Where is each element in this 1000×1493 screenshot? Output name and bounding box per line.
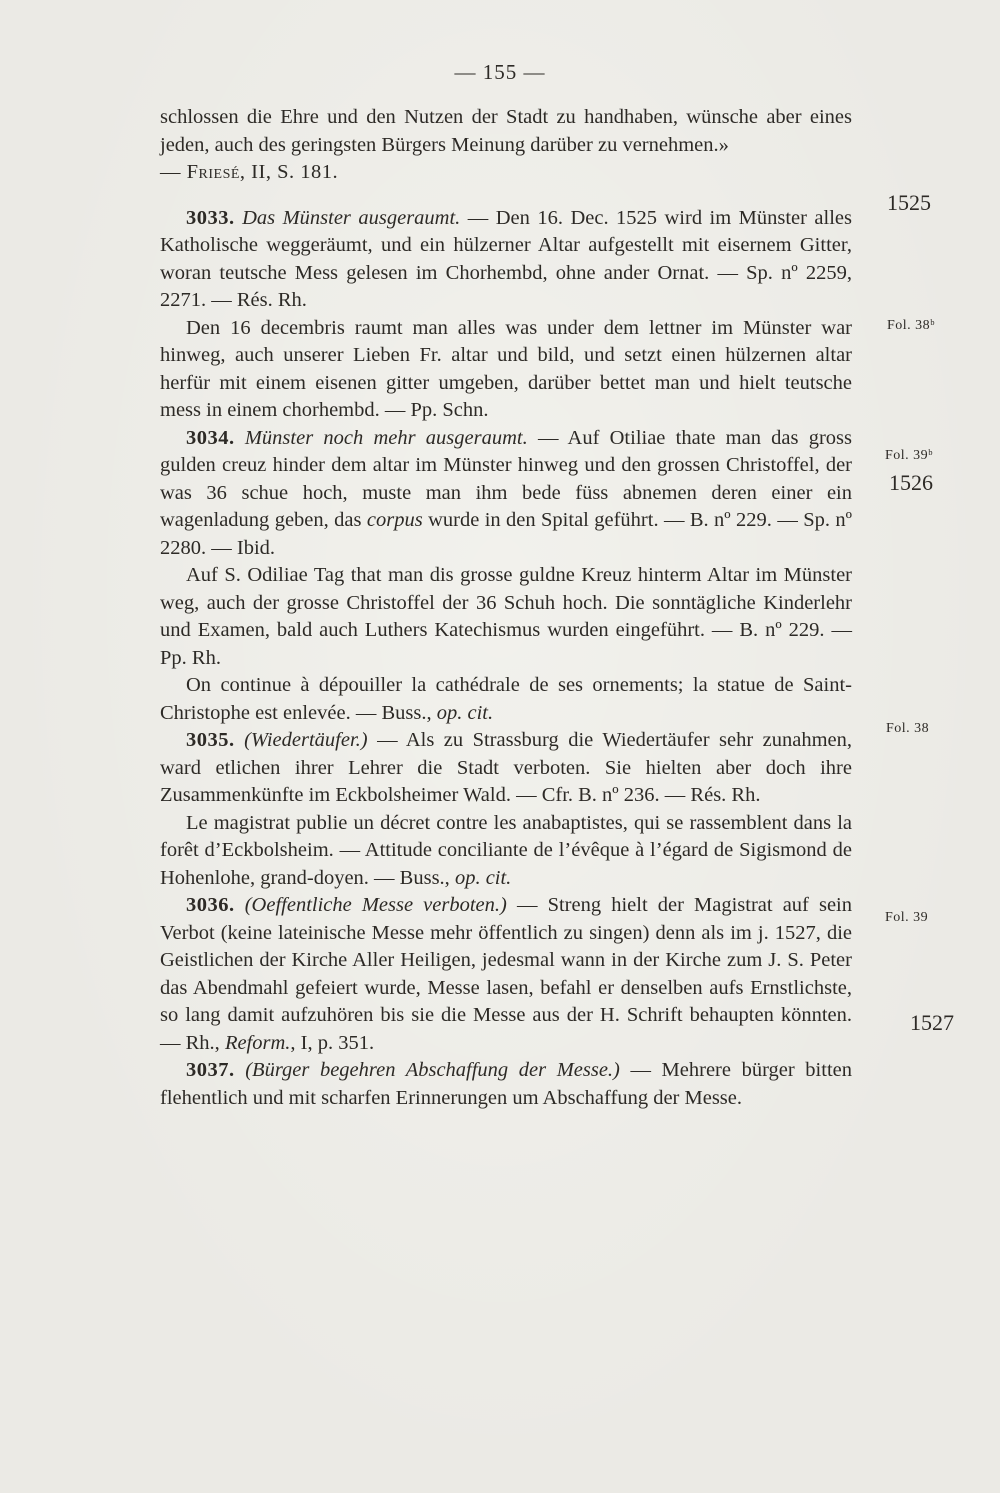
entry-text: — Den 16. Dec. 1525 wird im Münster alles Katholische weggeräumt, und ein hülzerner Altar aufgestellt mit eisernem Gitter, woran teutsche Mess gelesen im Chorhembd, ohne ander Ornat. — Sp. nº 2259, 2271. — Rés. Rh. bbox=[160, 206, 852, 311]
intro-citation: — Friesé, II, S. 181. bbox=[160, 161, 339, 183]
page-number: — 155 — bbox=[454, 60, 546, 84]
entry-3035 bbox=[160, 727, 852, 810]
entry-number: 3034. bbox=[186, 426, 235, 449]
page-body bbox=[160, 104, 852, 1112]
entry-3034-paragraph: Auf S. Odiliae Tag that man dis grosse guldne Kreuz hinterm Altar im Münster weg, auch der grosse Christoffel der 36 Schuh hoch. Die sonntägliche Kinderlehr und Examen, bald auch Luthers Katechismus wurden eingeführt. — B. nº 229. — Pp. Rh. bbox=[160, 564, 852, 669]
entry-text-after: wurde in den Spital geführt. — B. nº 229. — Sp. nº 2280. — Ibid. bbox=[160, 509, 852, 559]
entry-number: 3035. bbox=[186, 729, 235, 751]
entry-citation-italic: Reform. bbox=[224, 1031, 291, 1054]
french-citation: op. cit. bbox=[436, 701, 494, 724]
margin-year-1527: 1527 bbox=[910, 1010, 954, 1035]
french-text: On continue à dépouiller la cathédrale de ses ornements; la statue de Saint-Christophe est enlevée. — Buss., bbox=[160, 674, 852, 724]
entry-text-italic: corpus bbox=[366, 509, 423, 531]
margin-folio-39: Fol. 39 bbox=[885, 910, 929, 925]
entry-citation-after: , I, p. 351. bbox=[290, 1031, 375, 1054]
entry-3033-paragraph: Den 16 decembris raumt man alles was under dem lettner im Münster war hinweg, auch unserer Lieben Fr. altar und bild, und setzt einen hülzernen altar herfür mit einem eisenen gitter umgeben, darüber bettet man und hielt teutsche mess in einem chorhembd. — Pp. Schn. bbox=[160, 316, 852, 421]
entry-text: — Streng hielt der Magistrat auf sein Verbot (keine lateinische Messe mehr öffentlich zu singen) denn als im j. 1527, die Geistlichen der Kirche Aller Heiligen, jedesmal wann in der Kirche zum J. S. Peter das Abendmahl gefeiert wurde, Messe lasen, befahl er denselben aufs Ernstlichste, so lang damit aufzuhören bis sie die Messe aus der H. Schrift behaupten könnten. — Rh., bbox=[160, 894, 853, 1054]
intro-text: schlossen die Ehre und den Nutzen der Stadt zu handhaben, wünsche aber eines jeden, auch des geringsten Bürgers Meinung darüber zu vernehmen.» bbox=[160, 106, 852, 156]
entry-title: (Bürger begehren Abschaffung der Messe.) bbox=[245, 1059, 620, 1081]
entry-text: — Als zu Strassburg die Wiedertäufer sehr zunahmen, ward etlichen ihrer Lehrer die Stadt verboten. Sie hielten aber doch ihre Zusammenkünfte im Eckbolsheimer Wald. — Cfr. B. nº 236. — Rés. Rh. bbox=[160, 729, 853, 806]
entry-text: — Auf Otiliae thate man das gross gulden creuz hinder dem altar im Münster hinweg und den grossen Christoffel, der was 36 schue hoch, muste man ihm bede füss abnemen deren einer ein wagenladung geben, das bbox=[160, 426, 853, 531]
intro-paragraph bbox=[160, 104, 852, 187]
entry-text: — Mehrere bürger bitten flehentlich und mit scharfen Erinnerungen um Abschaffung der Messe. bbox=[160, 1059, 852, 1109]
french-citation: op. cit. bbox=[454, 866, 512, 889]
margin-folio-39b: Fol. 39ᵇ bbox=[885, 448, 934, 463]
entry-title: (Oeffentliche Messe verboten.) bbox=[244, 894, 507, 916]
entry-3036 bbox=[160, 892, 852, 1057]
margin-year-1525: 1525 bbox=[887, 190, 931, 215]
entry-3035-french bbox=[160, 810, 852, 893]
margin-year-1526: 1526 bbox=[889, 470, 933, 495]
margin-folio-38: Fol. 38 bbox=[886, 721, 930, 736]
entry-3033 bbox=[160, 205, 852, 315]
entry-3034 bbox=[160, 425, 852, 563]
french-text: Le magistrat publie un décret contre les anabaptistes, qui se rassemblent dans la forêt d’Eckbolsheim. — Attitude conciliante de l’évêque à l’égard de Sigismond de Hohenlohe, grand-doyen. — Buss., bbox=[160, 811, 852, 889]
entry-number: 3033. bbox=[186, 206, 235, 229]
entry-number: 3037. bbox=[186, 1059, 235, 1081]
entry-title: Münster noch mehr ausgeraumt. bbox=[244, 426, 528, 449]
entry-title: (Wiedertäufer.) bbox=[244, 729, 368, 751]
entry-3034-french bbox=[160, 672, 852, 727]
entry-title: Das Münster ausgeraumt. bbox=[242, 206, 461, 229]
entry-3037 bbox=[160, 1057, 852, 1112]
margin-folio-38b: Fol. 38ᵇ bbox=[887, 318, 936, 333]
entry-number: 3036. bbox=[186, 894, 235, 916]
